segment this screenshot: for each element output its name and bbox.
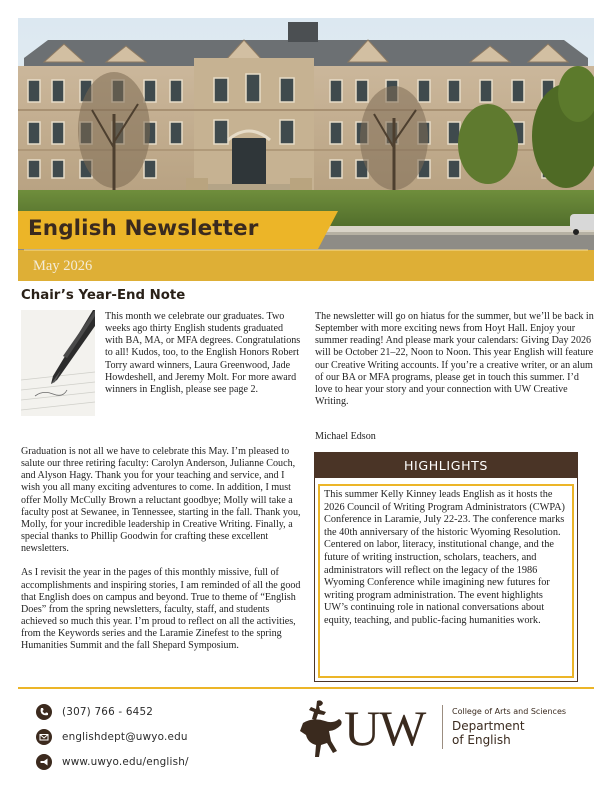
- chair-note-intro: [105, 311, 303, 396]
- phone-contact: [36, 703, 153, 721]
- logo-divider: [442, 705, 443, 749]
- department-name: [452, 719, 525, 747]
- email-icon: [36, 729, 52, 745]
- web-contact[interactable]: [36, 753, 189, 771]
- department-line-2: of English: [452, 733, 511, 747]
- issue-date: May 2026: [33, 258, 93, 274]
- highlights-content: [318, 484, 574, 678]
- highlights-heading: HIGHLIGHTS: [315, 453, 577, 478]
- email-contact[interactable]: [36, 728, 188, 746]
- uw-english-logo[interactable]: [297, 699, 587, 761]
- footer-divider: [18, 687, 594, 689]
- highlights-box: [314, 452, 578, 682]
- body-paragraph: Graduation is not all we have to celebrate this May. I’m pleased to salute our three retiring faculty: Carolyn Anderson, Julianne Couch, and Alyson Hagy. Thank you for your teaching and service, and I wish you all many exciting adventures to come. In addition, I must offer Molly McCully Brown a reluctant goodbye; Molly will take a faculty post at Sewanee, in Tennessee, starting in the fall. Thank you, Molly, for your incredible leadership in Creative Writing. Finally, a special thanks to Phillip Goodwin for crafting these excellent newsletters.: [21, 446, 301, 555]
- web-icon: [36, 754, 52, 770]
- body-paragraph: As I revisit the year in the pages of this monthly missive, full of accomplishments and inspiring stories, I am reminded of all the good that English does on campus and beyond. True to theme of “English Does” from the spring newsletters, faculty, staff, and students achieved so much this year. I’m proud to reflect on all the activities, from the Keywords series and the Laramie Zinefest to the spring Humanities Summit and the fall Shepard Symposium.: [21, 567, 301, 652]
- department-line-1: Department: [452, 719, 525, 733]
- newsletter-title-banner: [18, 211, 338, 249]
- college-name: College of Arts and Sciences: [452, 707, 567, 716]
- section-heading: Chair’s Year-End Note: [21, 288, 186, 303]
- fountain-pen-photo: [21, 310, 95, 416]
- intro-paragraph: This month we celebrate our graduates. Two weeks ago thirty English students graduated with BA, MA, or MFA degrees. Congratulations to all! Kudos, too, to the English Honors Robert Torry award winners, Laura Greenwood, Jade Howdeshell, and Jeremy Molt. For more award winners in English, please see page 2.: [105, 311, 301, 395]
- body-paragraph: The newsletter will go on hiatus for the summer, but we’ll be back in September with more exciting news from Hoyt Hall. Enjoy your summer reading! And please mark your calendars: Giving Day 2026 will be October 21–22, Noon to Noon. This year English will feature our Creative Writing accounts. If you’re a creative writer, or an alum of our BA or MFA programs, please get in touch this summer. I’d love to hear your story and your connection with UW Creative Writing.: [315, 311, 594, 408]
- email-link[interactable]: englishdept@uwyo.edu: [62, 731, 188, 743]
- website-link[interactable]: www.uwyo.edu/english/: [62, 756, 189, 768]
- uw-wordmark: UW: [344, 700, 426, 756]
- newsletter-title: English Newsletter: [28, 216, 259, 241]
- phone-icon: [36, 704, 52, 720]
- phone-number: (307) 766 - 6452: [62, 706, 154, 718]
- bucking-horse-logo-icon: [297, 699, 345, 757]
- chair-note-left-column: [21, 446, 304, 653]
- chair-note-right-column: [315, 311, 595, 408]
- highlights-paragraph: This summer Kelly Kinney leads English as it hosts the 2026 Council of Writing Program Administrators (CWPA) Conference in Laramie, July 22-23. The conference marks the 40th anniversary of the historic Wyoming Resolution. Centered on labor, literacy, institutional change, and the future of writing instruction, scholars, teachers, and administrators will reflect on the legacy of the 1986 Wyoming Conference while imagining new futures for writing program administration. The event highlights UW’s continuing role in national conversations about equity, teaching, and public-facing humanities work.: [324, 489, 565, 626]
- signature: Michael Edson: [315, 431, 376, 442]
